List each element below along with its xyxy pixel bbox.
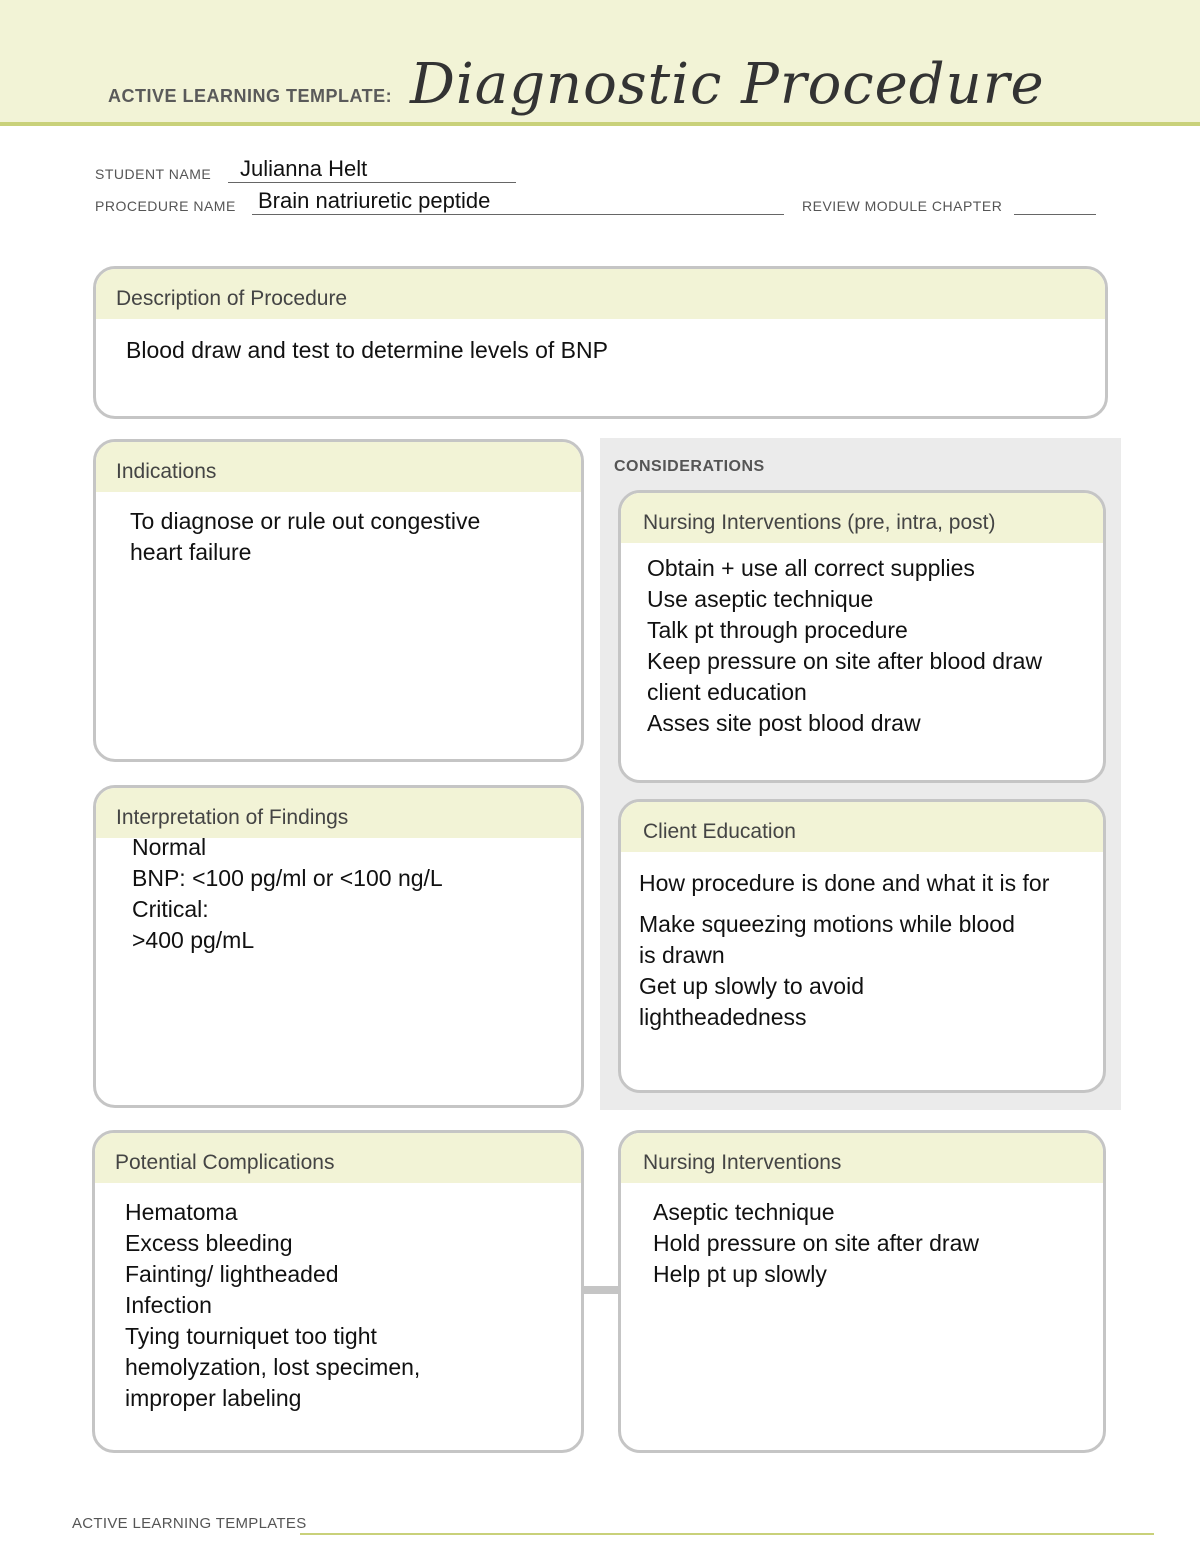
nursing-interventions-ppp-heading: Nursing Interventions (pre, intra, post) [621, 493, 1103, 543]
complication-line: hemolyzation, lost specimen, [125, 1354, 421, 1380]
complication-line: Tying tourniquet too tight [125, 1323, 377, 1349]
interpretation-line: >400 pg/mL [132, 927, 255, 953]
intervention-line: Hold pressure on site after draw [653, 1230, 979, 1256]
student-name-label: STUDENT NAME [95, 166, 212, 182]
client-education-line: lightheadedness [639, 1004, 807, 1030]
description-line: Blood draw and test to determine levels of BNP [126, 337, 608, 363]
client-education-line: is drawn [639, 942, 725, 968]
header-divider [0, 122, 1200, 126]
interpretation-line: BNP: <100 pg/ml or <100 ng/L [132, 865, 443, 891]
intervention-line: Aseptic technique [653, 1199, 835, 1225]
student-name-field[interactable]: Julianna Helt [240, 156, 368, 181]
client-education-line: How procedure is done and what it is for [639, 870, 1050, 896]
interpretation-box [93, 785, 584, 1108]
nursing-intervention-line: client education [647, 679, 807, 705]
indications-line: To diagnose or rule out congestive [130, 508, 481, 534]
interpretation-body[interactable] [96, 832, 581, 956]
client-education-heading: Client Education [621, 802, 1103, 852]
indications-line: heart failure [130, 539, 252, 565]
review-module-label: REVIEW MODULE CHAPTER [802, 198, 1003, 214]
nursing-interventions-ppp-box [618, 490, 1106, 783]
footer-divider [300, 1533, 1154, 1535]
complication-line: Hematoma [125, 1199, 238, 1225]
description-body[interactable] [96, 319, 1105, 366]
nursing-intervention-line: Keep pressure on site after blood draw [647, 648, 1043, 674]
description-box [93, 266, 1108, 419]
box-connector [584, 1286, 620, 1294]
complications-box [92, 1130, 584, 1453]
procedure-name-line [252, 214, 784, 215]
complication-line: Fainting/ lightheaded [125, 1261, 339, 1287]
template-label: ACTIVE LEARNING TEMPLATE: [108, 86, 393, 106]
client-education-line: Make squeezing motions while blood [639, 911, 1015, 937]
client-education-line: Get up slowly to avoid [639, 973, 865, 999]
student-name-line [228, 182, 516, 183]
nursing-interventions-ppp-body[interactable] [621, 543, 1103, 739]
interpretation-line: Normal [132, 834, 207, 860]
indications-box [93, 439, 584, 762]
nursing-interventions-heading: Nursing Interventions [621, 1133, 1103, 1183]
complication-line: Excess bleeding [125, 1230, 293, 1256]
procedure-name-field[interactable]: Brain natriuretic peptide [258, 188, 491, 213]
nursing-interventions-body[interactable] [621, 1183, 1103, 1290]
footer-label: ACTIVE LEARNING TEMPLATES [72, 1515, 307, 1532]
intervention-line: Help pt up slowly [653, 1261, 827, 1287]
review-module-line [1014, 214, 1096, 215]
nursing-intervention-line: Talk pt through procedure [647, 617, 908, 643]
considerations-label: CONSIDERATIONS [614, 458, 765, 475]
nursing-intervention-line: Obtain + use all correct supplies [647, 555, 975, 581]
indications-body[interactable] [96, 492, 581, 568]
interpretation-heading: Interpretation of Findings [96, 788, 581, 838]
nursing-interventions-box [618, 1130, 1106, 1453]
client-education-box [618, 799, 1106, 1093]
complications-heading: Potential Complications [95, 1133, 581, 1183]
document-title: Diagnostic Procedure [410, 52, 1045, 117]
procedure-name-label: PROCEDURE NAME [95, 198, 236, 214]
interpretation-line: Critical: [132, 896, 209, 922]
indications-heading: Indications [96, 442, 581, 492]
description-heading: Description of Procedure [96, 269, 1105, 319]
client-education-body[interactable] [621, 852, 1103, 1033]
nursing-intervention-line: Use aseptic technique [647, 586, 874, 612]
complication-line: improper labeling [125, 1385, 302, 1411]
complication-line: Infection [125, 1292, 212, 1318]
nursing-intervention-line: Asses site post blood draw [647, 710, 921, 736]
complications-body[interactable] [95, 1183, 581, 1414]
